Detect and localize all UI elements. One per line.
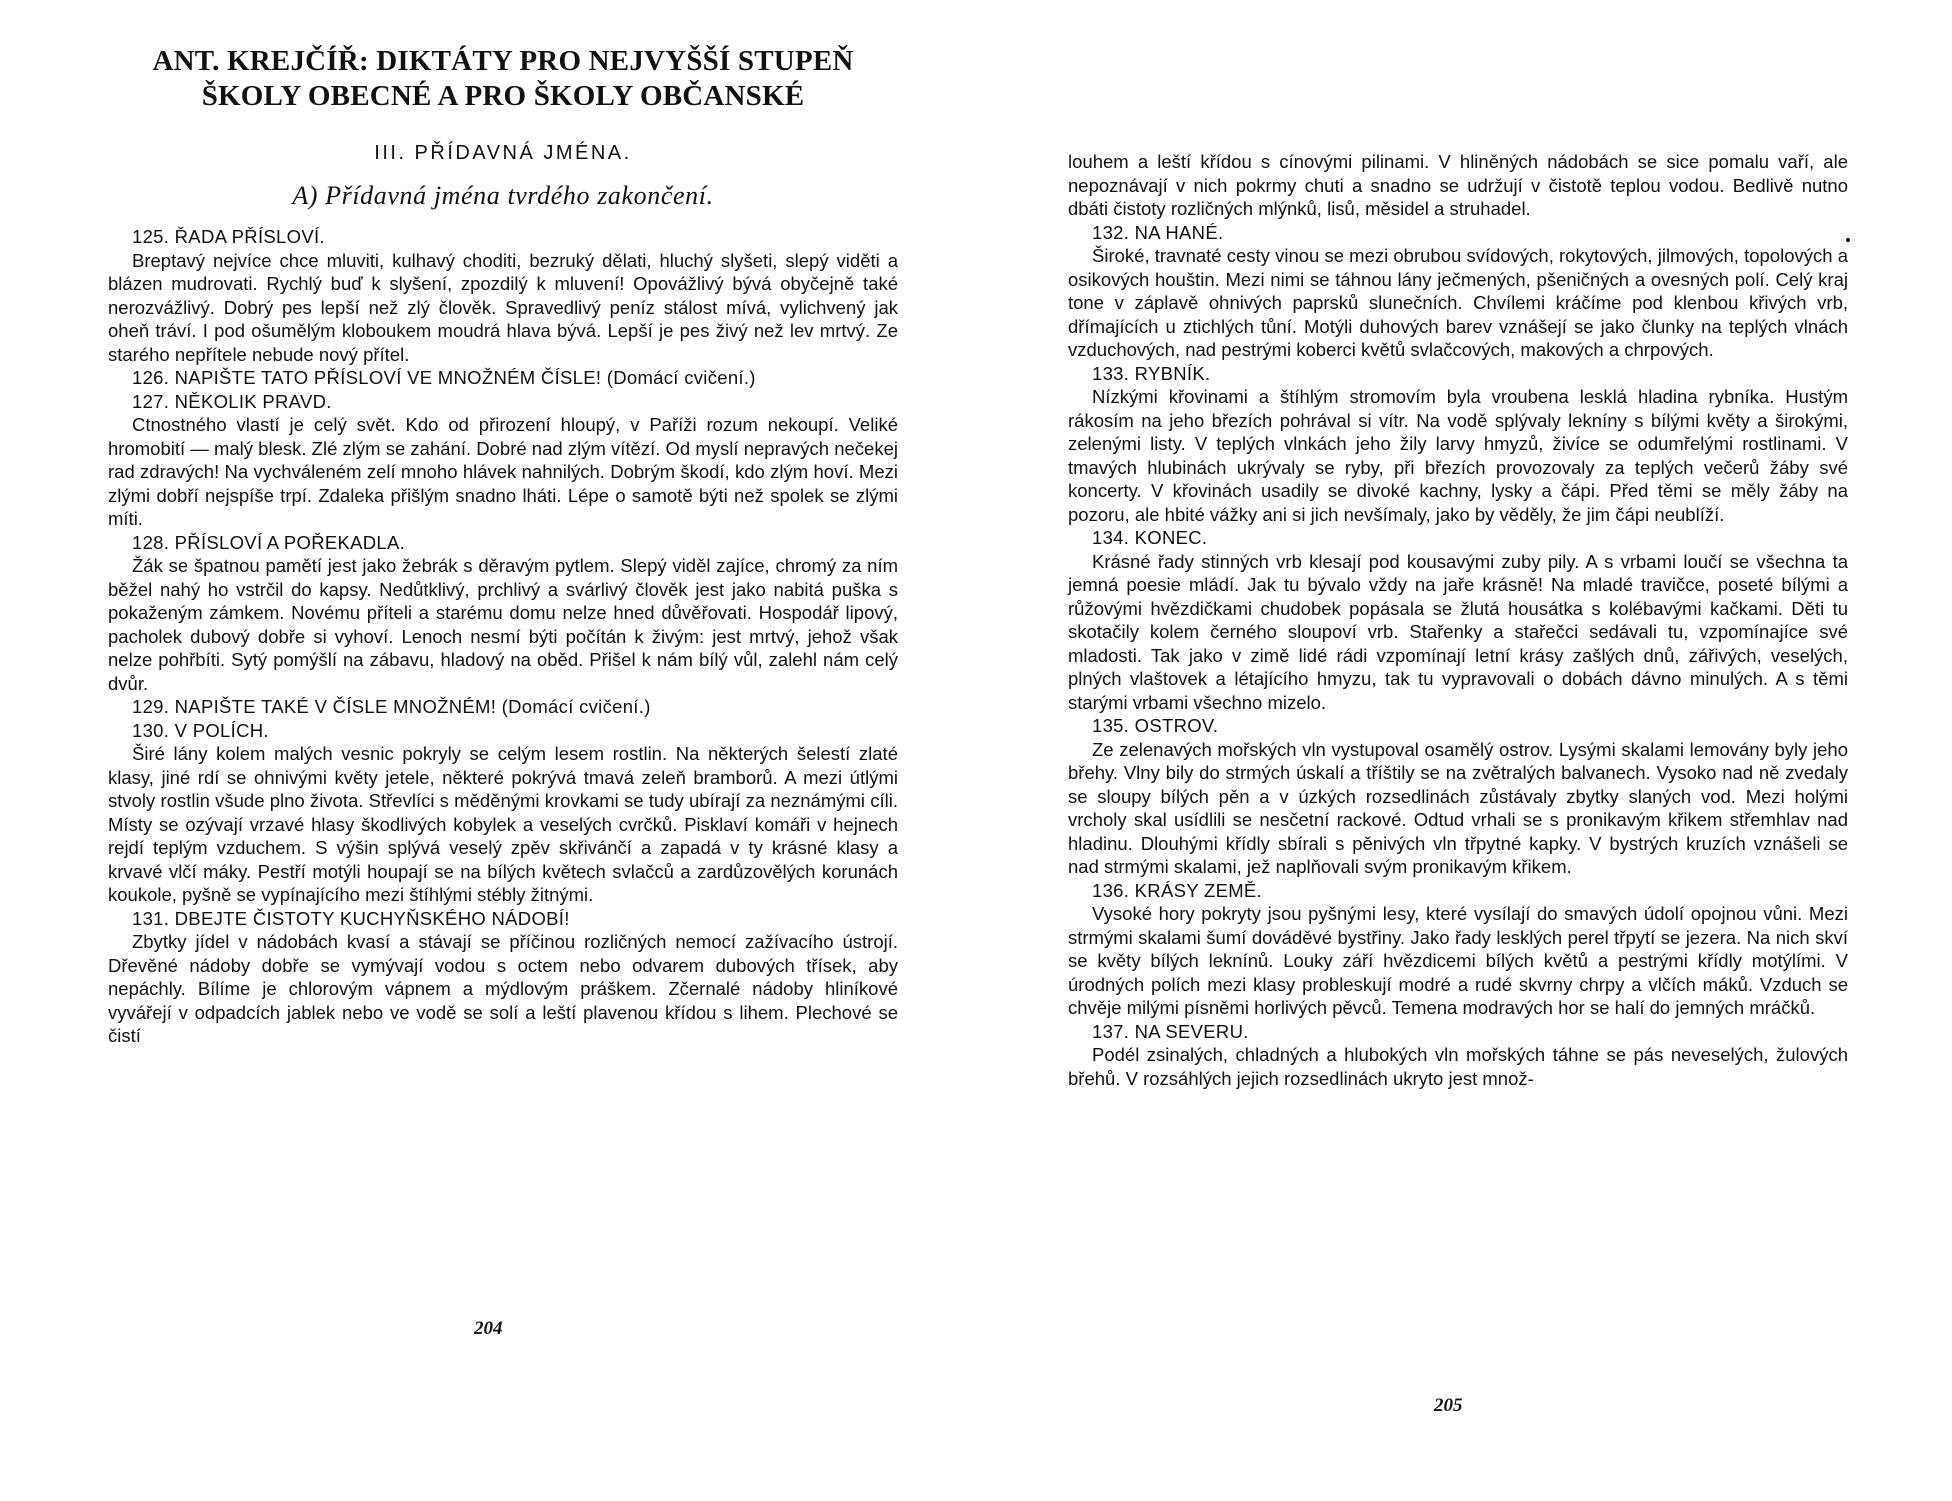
exercise-127 (108, 390, 898, 531)
exercise-text: Breptavý nejvíce chce mluviti, kulhavý choditi, bezruký dělati, hluchý slyšeti, slepý viděti a blázen mudrovati. Rychlý buď k slyšení, zpozdilý k mluvení! Opovážlivý bývá obyčejně také nerozvážlivý. Dobrý pes lepší než zlý člověk. Spravedlivý peníz stálost mívá, vylichvený jak oheň tráví. I pod ošumělým kloboukem moudrá hlava bývá. Lepší je pes živý než lev mrtvý. Ze starého nepřítele nebude nový přítel. (108, 249, 898, 365)
title-line-2: ŠKOLY OBECNÉ A PRO ŠKOLY OBČANSKÉ (201, 80, 805, 112)
exercise-heading: 126. NAPIŠTE TATO PŘÍSLOVÍ VE MNOŽNÉM ČÍSLE! (Domácí cvičení.) (132, 367, 756, 388)
exercise-heading: 132. NA HANÉ. (1092, 221, 1224, 243)
exercise-text: Ze zelenavých mořských vln vystupoval osamělý ostrov. Lysými skalami lemovány byly jeho břehy. Vlny bily do strmých úskalí a tříštily se na zvětralých balvanech. Vysoko nad ně zvedaly se sloupy bílých pěn a v úzkých rozsedlinách zůstávaly zbytky slaných vod. Mezi holými vrcholy skal usídlili se nesčetní rackové. Odtud vrhali se s pronikavým křikem střemhlav nad hladinu. Dlouhými křídly sbírali s pěnivých vln třpytné kapky. V bystrých kruzích vznášeli se nad strmými skalami, jež naplňovali svým pronikavým křikem. (1068, 738, 1848, 877)
exercise-130 (108, 719, 898, 907)
exercise-128 (108, 531, 898, 696)
exercise-text: Zbytky jídel v nádobách kvasí a stávají se příčinou rozličných nemocí zažívacího ústrojí. Dřevěné nádoby dobře se vymývají vodou s octem nebo odvarem dubových třísek, aby nepáchly. Bílíme je chlorovým vápnem a mýdlovým práškem. Zčernalé nádoby hliníkové vyvářejí v odpadcích jablek nebo ve vodě se solí a leští plavenou křídou s lihem. Plechové se čistí (108, 931, 898, 1046)
exercise-heading: 136. KRÁSY ZEMĚ. (1092, 879, 1262, 901)
page-number: 205 (1434, 1395, 1463, 1416)
exercise-131-continued (1068, 150, 1848, 221)
exercise-heading: 129. NAPIŠTE TAKÉ V ČÍSLE MNOŽNÉM! (Domácí cvičení.) (132, 696, 651, 717)
exercise-137 (1068, 1020, 1848, 1091)
exercise-text: Nízkými křovinami a štíhlým stromovím byla vroubena lesklá hladina rybníka. Hustým rákosím na jeho březích pohrával si vítr. Na vodě splývaly lekníny s bílými květy a širokými, zelenými listy. V teplých vlnkách jeho žily larvy hmyzů, živíce se odumřelými rostlinami. V tmavých hlubinách ukrývaly se ryby, při březích provozovaly za teplých večerů žáby své koncerty. V křovinách usadily se divoké kachny, lysky a čápi. Před těmi se měly žáby na pozoru, ale hbité vážky ani si jich nevšímaly, jako by věděly, že jim čápi neublíží. (1068, 386, 1848, 525)
exercise-text: Ctnostného vlastí je celý svět. Kdo od přirození hloupý, v Paříži rozum nekoupí. Veliké hromobití — malý blesk. Zlé zlým se zahání. Dobré nad zlým vítězí. Od myslí nepravých nečekej rad zdravých! Na vychváleném zelí mnoho hlávek nahnilých. Dobrým škodí, kdo zlým hoví. Mezi zlými dobří nejspíše trpí. Zdaleka přišlým snadno lháti. Lépe o samotě býti než spolek se zlými míti. (108, 414, 898, 529)
exercise-heading: 137. NA SEVERU. (1092, 1020, 1249, 1042)
exercise-131 (108, 907, 898, 1048)
exercise-heading: 128. PŘÍSLOVÍ A POŘEKADLA. (132, 531, 406, 553)
page-number: 204 (474, 1318, 503, 1339)
exercise-text: Krásné řady stinných vrb klesají pod kousavými zuby pily. A s vrbami loučí se všechna ta jemná poesie mládí. Jak tu bývalo vždy na jaře krásně! Na mladé travičce, poseté bílými a růžovými hvězdičkami chudobek popásala se žlutá housátka s kolébavými kačkami. Děti tu skotačily kolem černého sloupoví vrb. Stařenky a stařečci sedávali tu, vzpomínajíce své mladosti. Tak jako v zimě lidé rádi vzpomínají letní krásy zašlých dnů, zářivých, veselých, plných vlaštovek a létajícího hmyzu, tak tu vypravovali o dobách dávno minulých. A s těmi starými vrbami všechno mizelo. (1068, 550, 1848, 713)
section-subheading: A) Přídavná jména tvrdého zakončení. (292, 181, 714, 210)
exercise-heading: 127. NĚKOLIK PRAVD. (132, 390, 332, 412)
exercise-126 (108, 366, 898, 390)
exercise-125 (108, 225, 898, 366)
exercise-heading: 134. KONEC. (1092, 527, 1208, 548)
exercise-text: Široké, travnaté cesty vinou se mezi obrubou svídových, rokytových, jilmových, topolových a osikových houštin. Mezi nimi se táhnou lány ječmených, pšeničných a ovesných polí. Celý kraj tone v záplavě ohnivých paprsků slunečních. Chvílemi kráčíme pod klenbou křivých vrb, dřímajících u ztichlých tůní. Motýli duhových barev vznášejí se jako člunky na teplých vlnách vzduchových, nad pestrými koberci květů svlačcových, makových a chrpových. (1068, 245, 1848, 360)
chapter-heading: III. PŘÍDAVNÁ JMÉNA. (374, 142, 632, 164)
exercise-text: Širé lány kolem malých vesnic pokryly se celým lesem rostlin. Na některých šelestí zlaté klasy, jiné rdí se ohnivými květy jetele, některé pokrývá tmavá zeleň bramborů. A mezi útlými stvoly rostlin všude plno života. Střevlíci s měděnými krovkami se tudy ubírají za neznámými cíli. Místy se ozývají vrzavé hlasy škodlivých kobylek a veselých cvrčků. Pisklaví komáři v hejnech rejdí teplým vzduchem. S výšin splývá veselý zpěv skřivánčí a zapadá v ty krásné klasy a krvavé vlčí máky. Pestří motýli houpají se na bílých květech svlačců a zardůzovělých korunách koukole, pyšně se vypínajícího mezi štíhlými stébly žitnými. (108, 743, 898, 905)
title-line-1: ANT. KREJČÍŘ: DIKTÁTY PRO NEJVYŠŠÍ STUPEŇ (152, 45, 854, 77)
exercise-heading: 135. OSTROV. (1092, 715, 1219, 736)
exercise-heading: 133. RYBNÍK. (1092, 362, 1211, 384)
print-speck (1846, 238, 1850, 242)
exercise-heading: 130. V POLÍCH. (132, 719, 269, 741)
exercise-text: Žák se špatnou pamětí jest jako žebrák s děravým pytlem. Slepý viděl zajíce, chromý za ním běžel nahý ho vstrčil do kapsy. Nedůtklivý, prchlivý a svárlivý člověk jest jako nabitá puška s pokaženým zámkem. Novému příteli a starému domu nelze hned důvěřovati. Hospodář lipový, pacholek dubový dobře si vyhoví. Lenoch nesmí býti počítán k živým: jest mrtvý, jehož však nelze pohřbíti. Sytý pomýšlí na zábavu, hladový na oběd. Přišel k nám bílý vůl, zalehl nám celý dvůr. (108, 555, 898, 694)
exercise-text: louhem a leští křídou s cínovými pilinami. V hliněných nádobách se sice pomalu vaří, ale nepoznávají v nich pokrmy chuti a snadno se udržují v čistotě teplou vodou. Bedlivě nutno dbáti čistoty rozličných mlýnků, lisů, měsidel a struhadel. (1068, 151, 1848, 219)
left-column (108, 44, 898, 1048)
exercise-132 (1068, 221, 1848, 362)
exercise-heading: 125. ŘADA PŘÍSLOVÍ. (132, 226, 325, 247)
exercise-heading: 131. DBEJTE ČISTOTY KUCHYŇSKÉHO NÁDOBÍ! (132, 907, 570, 929)
exercise-134 (1068, 526, 1848, 714)
exercise-135 (1068, 714, 1848, 879)
exercise-text: Vysoké hory pokryty jsou pyšnými lesy, které vysílají do smavých údolí opojnou vůni. Mezi strmými skalami šumí dováděvé bystřiny. Jako řady lesklých perel třpytí se jezera. Na nich skví se květy bílých leknínů. Louky září hvězdicemi bílých květů a pestrými křídly motýlími. V úrodných polích mezi klasy probleskují modré a rudé skvrny chrpy a vlčích máků. Vzduch se chvěje milými písněmi horlivých pěvců. Temena modravých hor se halí do jemných mráčků. (1068, 903, 1848, 1018)
right-column (1068, 150, 1848, 1090)
exercise-129 (108, 695, 898, 719)
exercise-136 (1068, 879, 1848, 1020)
right-page (976, 0, 1952, 1501)
exercise-133 (1068, 362, 1848, 527)
exercise-text: Podél zsinalých, chladných a hlubokých vln mořských táhne se pás neveselých, žulových břehů. V rozsáhlých jejich rozsedlinách ukryto jest množ- (1068, 1044, 1848, 1089)
book-title (108, 44, 898, 114)
